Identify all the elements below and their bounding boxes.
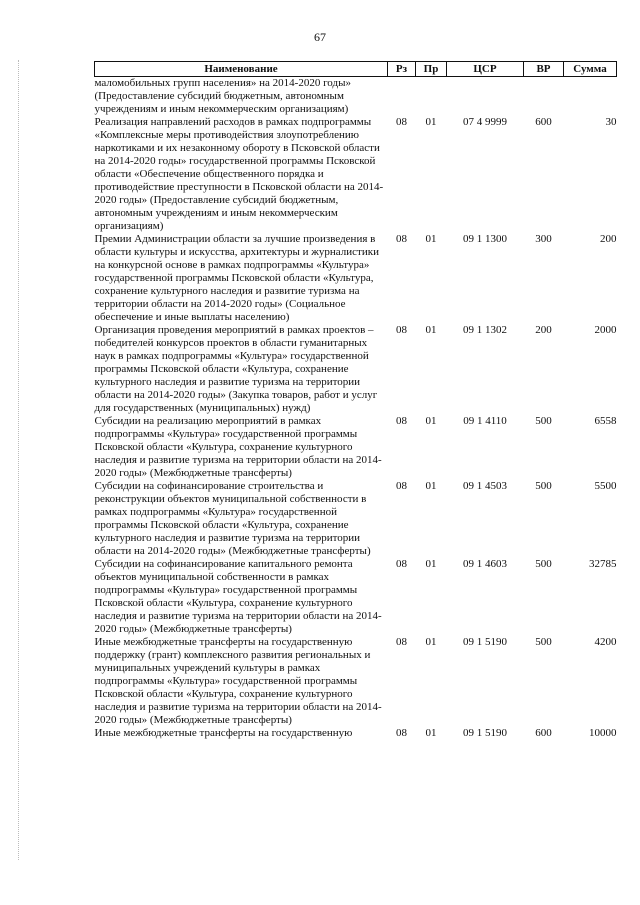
- row-sum: 30: [605, 116, 617, 128]
- row-pr: 01: [425, 116, 437, 128]
- table-row: [95, 415, 617, 480]
- row-name: Организация проведения мероприятий в рамках проектов – победителей конкурсов проектов в области гуманитарных наук в рамках подпрограммы «Культура» государственной программы Псковской области «Культура, сохранение культурного наследия и развитие туризма на территории области на 2014-2020 годы» (Закупка товаров, работ и услуг для государственных (муниципальных) нужд): [94, 324, 378, 414]
- row-rz: 08: [396, 233, 407, 245]
- header-sum: Сумма: [564, 62, 617, 77]
- row-name: Субсидии на софинансирование строительства и реконструкции объектов муниципальной собственности в рамках подпрограммы «Культура» государственной программы Псковской области «Культура, сохранение культурного наследия и развитие туризма на территории области на 2014-2020 годы» (Межбюджетные трансферты): [94, 480, 371, 557]
- row-pr: 01: [425, 727, 437, 739]
- row-sum: [564, 77, 617, 117]
- row-vr: 200: [535, 324, 552, 336]
- row-sum: 200: [600, 233, 617, 245]
- row-csr: 09 1 4503: [463, 480, 507, 492]
- row-csr: 09 1 4110: [463, 415, 507, 427]
- row-vr: 500: [535, 558, 552, 570]
- row-rz: 08: [396, 636, 407, 648]
- row-name: Иные межбюджетные трансферты на государственную поддержку (грант) комплексного развития региональных и муниципальных учреждений культуры в рамках подпрограммы «Культура» государственной программы Псковской области «Культура, сохранение культурного наследия и развитие туризма на территории области на 2014-2020 годы» (Межбюджетные трансферты): [94, 636, 382, 726]
- row-vr: 300: [535, 233, 552, 245]
- table-row: [95, 233, 617, 324]
- row-csr: [447, 77, 524, 117]
- row-name: Субсидии на софинансирование капитального ремонта объектов муниципальной собственности в рамках подпрограммы «Культура» государственной программы Псковской области «Культура, сохранение культурного наследия и развитие туризма на территории области на 2014-2020 годы» (Межбюджетные трансферты): [94, 558, 382, 635]
- row-vr: 500: [535, 480, 552, 492]
- row-pr: 01: [425, 558, 437, 570]
- row-csr: 09 1 5190: [463, 727, 507, 739]
- table-row: [95, 480, 617, 558]
- row-pr: 01: [425, 324, 437, 336]
- header-rz: Рз: [388, 62, 416, 77]
- row-sum: 32785: [589, 558, 617, 570]
- row-csr: 09 1 1300: [463, 233, 507, 245]
- row-vr: 600: [535, 116, 552, 128]
- row-vr: 500: [535, 415, 552, 427]
- row-name: Реализация направлений расходов в рамках подпрограммы «Комплексные меры противодействия злоупотреблению наркотиками и их незаконному обороту в Псковской области на 2014-2020 годы» государственной программы Псковской области «Обеспечение общественного порядка и противодействие преступности в Псковской области на 2014-2020 годы» (Предоставление субсидий бюджетным, автономным учреждениям и иным некоммерческим организациям): [94, 116, 384, 232]
- row-sum: 10000: [589, 727, 617, 739]
- table-row: [95, 558, 617, 636]
- table-header-row: [95, 62, 617, 77]
- row-sum: 4200: [594, 636, 617, 648]
- header-pr: Пр: [416, 62, 447, 77]
- row-pr: [416, 77, 447, 117]
- row-name: Иные межбюджетные трансферты на государственную: [94, 727, 353, 739]
- row-pr: 01: [425, 636, 437, 648]
- row-vr: [524, 77, 564, 117]
- row-rz: 08: [396, 116, 407, 128]
- row-vr: 600: [535, 727, 552, 739]
- row-name: Премии Администрации области за лучшие произведения в области культуры и искусства, архитектуры и журналистики на конкурсной основе в рамках подпрограммы «Культура» государственной программы Псковской области «Культура, сохранение культурного наследия и развитие туризма на территории области на 2014-2020 годы» (Социальное обеспечение и иные выплаты населению): [94, 233, 379, 323]
- row-vr: 500: [535, 636, 552, 648]
- row-sum: 6558: [594, 415, 617, 427]
- budget-table: [94, 61, 617, 740]
- row-rz: 08: [396, 558, 407, 570]
- row-csr: 09 1 1302: [463, 324, 507, 336]
- row-name: Субсидии на реализацию мероприятий в рамках подпрограммы «Культура» государственной программы Псковской области «Культура, сохранение культурного наследия и развитие туризма на территории области на 2014-2020 годы» (Межбюджетные трансферты): [94, 415, 382, 479]
- table-row: [95, 116, 617, 233]
- scan-edge: [18, 60, 20, 860]
- table-row: [95, 77, 617, 117]
- row-rz: 08: [396, 324, 407, 336]
- row-rz: 08: [396, 415, 407, 427]
- table-row: [95, 727, 617, 740]
- page-number: 67: [314, 30, 326, 44]
- table-row: [95, 324, 617, 415]
- row-csr: 09 1 5190: [463, 636, 507, 648]
- header-csr: ЦСР: [447, 62, 524, 77]
- row-rz: [388, 77, 416, 117]
- row-pr: 01: [425, 480, 437, 492]
- row-rz: 08: [396, 480, 407, 492]
- row-rz: 08: [396, 727, 407, 739]
- table-row: [95, 636, 617, 727]
- row-sum: 2000: [594, 324, 617, 336]
- row-csr: 07 4 9999: [463, 116, 507, 128]
- row-pr: 01: [425, 415, 437, 427]
- row-pr: 01: [425, 233, 437, 245]
- header-vr: ВР: [524, 62, 564, 77]
- row-csr: 09 1 4603: [463, 558, 507, 570]
- header-name: Наименование: [95, 62, 388, 77]
- row-name: маломобильных групп населения» на 2014-2020 годы» (Предоставление субсидий бюджетным, автономным учреждениям и иным некоммерческим организациям): [94, 77, 351, 115]
- row-sum: 5500: [594, 480, 617, 492]
